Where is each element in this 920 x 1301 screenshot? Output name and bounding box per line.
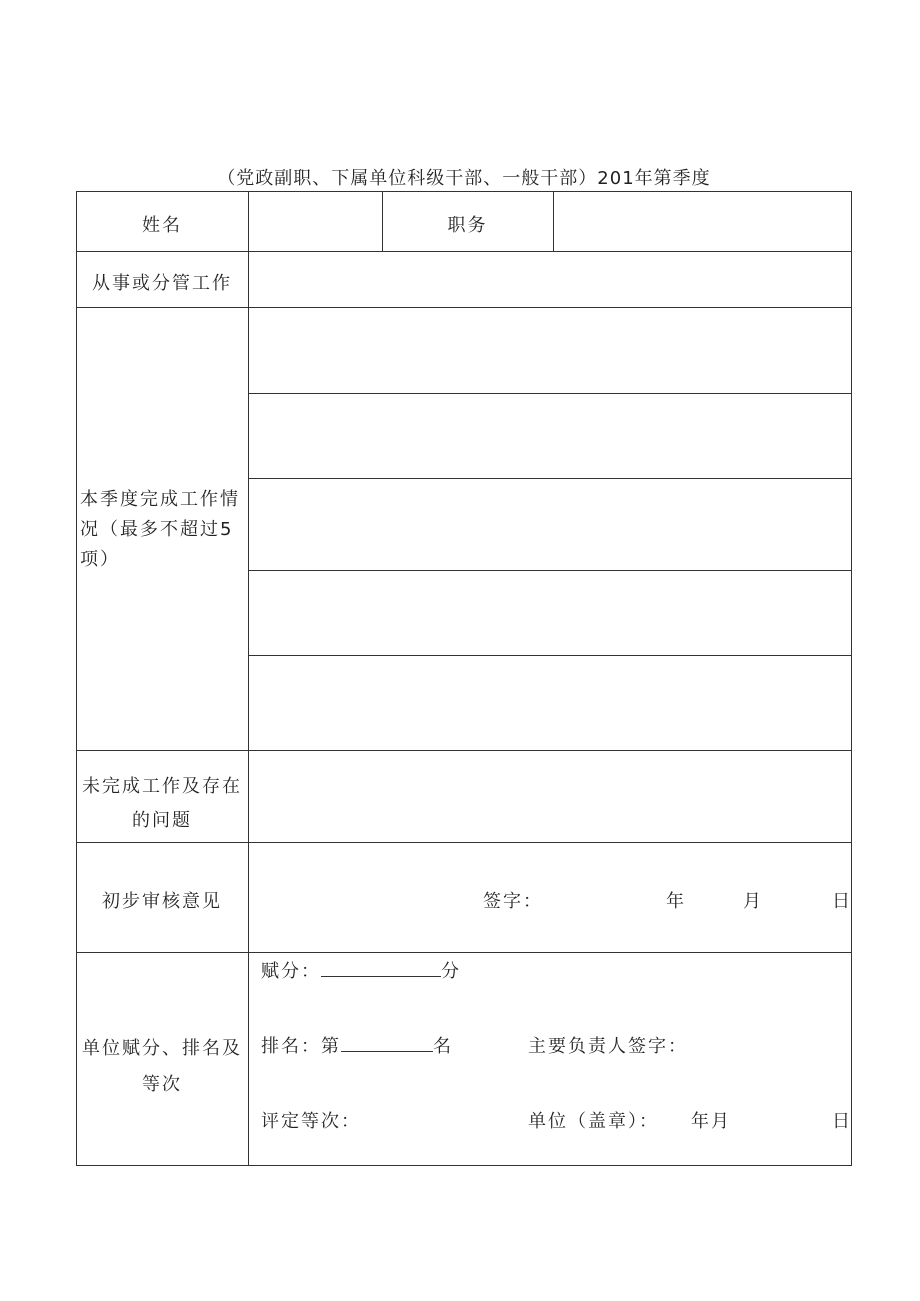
completed-work-label: 本季度完成工作情况（最多不超过5项） bbox=[80, 489, 240, 570]
row-divider bbox=[76, 952, 852, 953]
score-line bbox=[261, 957, 461, 983]
review-label: 初步审核意见 bbox=[102, 891, 222, 912]
label-column-divider bbox=[248, 191, 249, 1166]
unfinished-field[interactable] bbox=[250, 752, 850, 840]
item-divider bbox=[248, 570, 852, 571]
work-field[interactable] bbox=[250, 253, 850, 305]
scoring-day-label: 日 bbox=[832, 1111, 852, 1132]
review-month-label: 月 bbox=[743, 891, 763, 912]
completed-item-2[interactable] bbox=[250, 395, 850, 476]
scoring-label-line2: 等次 bbox=[142, 1074, 182, 1095]
unfinished-label-line1: 未完成工作及存在 bbox=[82, 776, 242, 797]
score-blank[interactable] bbox=[321, 960, 441, 977]
score-prefix: 赋分： bbox=[261, 961, 321, 982]
review-day-label: 日 bbox=[832, 891, 852, 912]
name-field[interactable] bbox=[250, 193, 380, 249]
unfinished-label-line2: 的问题 bbox=[132, 810, 192, 831]
rank-prefix: 排名：第 bbox=[261, 1036, 341, 1057]
column-divider bbox=[553, 191, 554, 251]
form-title: （党政副职、下属单位科级干部、一般干部）201年第季度 bbox=[217, 168, 711, 189]
score-suffix: 分 bbox=[441, 961, 461, 982]
row-divider bbox=[76, 750, 852, 751]
completed-item-5[interactable] bbox=[250, 657, 850, 748]
scoring-year-month-label: 年月 bbox=[691, 1111, 731, 1132]
rank-suffix: 名 bbox=[433, 1036, 453, 1057]
position-label: 职务 bbox=[447, 215, 488, 236]
review-year-label: 年 bbox=[666, 891, 686, 912]
name-label: 姓名 bbox=[142, 215, 182, 236]
unit-seal-label: 单位（盖章）： bbox=[528, 1111, 659, 1132]
item-divider bbox=[248, 393, 852, 394]
rank-line bbox=[261, 1032, 453, 1058]
review-sign-label: 签字： bbox=[483, 891, 543, 912]
item-divider bbox=[248, 655, 852, 656]
completed-item-4[interactable] bbox=[250, 572, 850, 653]
grade-label: 评定等次： bbox=[261, 1111, 361, 1132]
row-divider bbox=[76, 842, 852, 843]
row-divider bbox=[76, 307, 852, 308]
scoring-label-line1: 单位赋分、排名及 bbox=[82, 1038, 242, 1059]
completed-item-3[interactable] bbox=[250, 480, 850, 568]
leader-sign-label: 主要负责人签字： bbox=[528, 1036, 688, 1057]
rank-blank[interactable] bbox=[341, 1035, 433, 1052]
row-divider bbox=[76, 251, 852, 252]
item-divider bbox=[248, 478, 852, 479]
completed-item-1[interactable] bbox=[250, 309, 850, 391]
position-field[interactable] bbox=[555, 193, 850, 249]
work-label: 从事或分管工作 bbox=[92, 273, 232, 294]
